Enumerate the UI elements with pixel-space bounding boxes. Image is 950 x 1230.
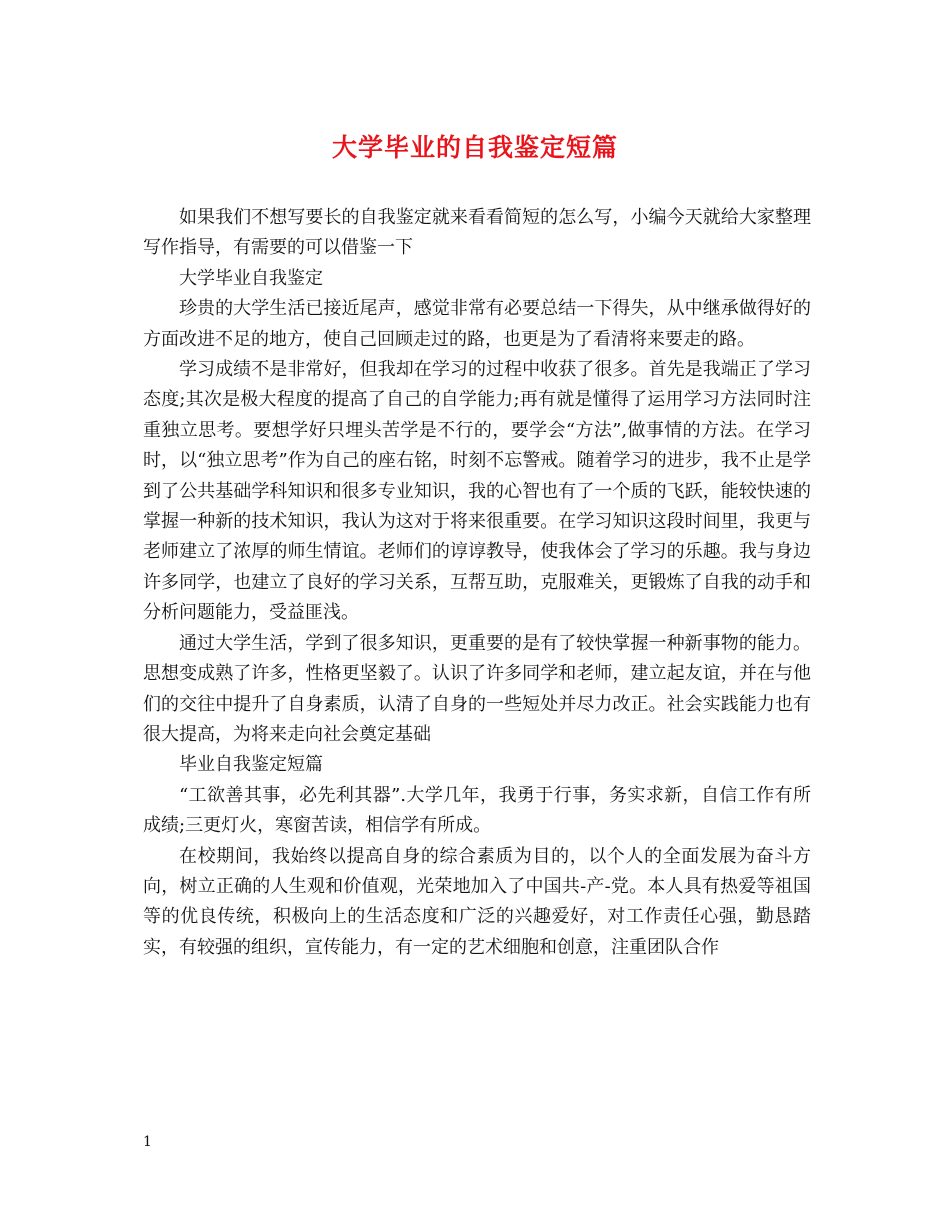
document-body [143,203,811,963]
paragraph-summary: 珍贵的大学生活已接近尾声，感觉非常有必要总结一下得失，从中继承做得好的方面改进不足的地方，使自己回顾走过的路，也更是为了看清将来要走的路。 [143,298,811,350]
paragraph-university-life: 通过大学生活，学到了很多知识，更重要的是有了较快掌握一种新事物的能力。思想变成熟了许多，性格更坚毅了。认识了许多同学和老师，建立起友谊，并在与他们的交往中提升了自身素质，认清了自身的一些短处并尽力改正。社会实践能力也有很大提高，为将来走向社会奠定基础 [143,632,811,745]
section-heading-short-self-assessment: 毕业自我鉴定短篇 [179,754,323,776]
paragraph-study: 学习成绩不是非常好，但我却在学习的过程中收获了很多。首先是我端正了学习态度;其次是极大程度的提高了自己的自学能力;再有就是懂得了运用学习方法同时注重独立思考。要想学好只埋头苦学是不行的，要学会“方法”,做事情的方法。在学习时，以“独立思考”作为自己的座右铭，时刻不忘警戒。随着学习的进步，我不止是学到了公共基础学科知识和很多专业知识，我的心智也有了一个质的飞跃，能较快速的掌握一种新的技术知识，我认为这对于将来很重要。在学习知识这段时间里，我更与老师建立了浓厚的师生情谊。老师们的谆谆教导，使我体会了学习的乐趣。我与身边许多同学，也建立了良好的学习关系，互帮互助，克服难关，更锻炼了自我的动手和分析问题能力，受益匪浅。 [143,359,811,624]
document-title: 大学毕业的自我鉴定短篇 [331,133,618,162]
section-heading-graduation-self-assessment: 大学毕业自我鉴定 [179,267,323,289]
paragraph-proverb: “工欲善其事，必先利其器”.大学几年，我勇于行事，务实求新，自信工作有所成绩;三更灯火，寒窗苦读，相信学有所成。 [143,784,811,837]
paragraph-school-period: 在校期间，我始终以提高自身的综合素质为目的，以个人的全面发展为奋斗方向，树立正确的人生观和价值观，光荣地加入了中国共-产-党。本人具有热爱等祖国等的优良传统，积极向上的生活态度和广泛的兴趣爱好，对工作责任心强，勤恳踏实，有较强的组织，宣传能力，有一定的艺术细胞和创意，注重团队合作 [143,845,811,958]
page-number: 1 [143,1134,152,1150]
paragraph-intro: 如果我们不想写要长的自我鉴定就来看看简短的怎么写，小编今天就给大家整理写作指导，有需要的可以借鉴一下 [143,207,811,259]
